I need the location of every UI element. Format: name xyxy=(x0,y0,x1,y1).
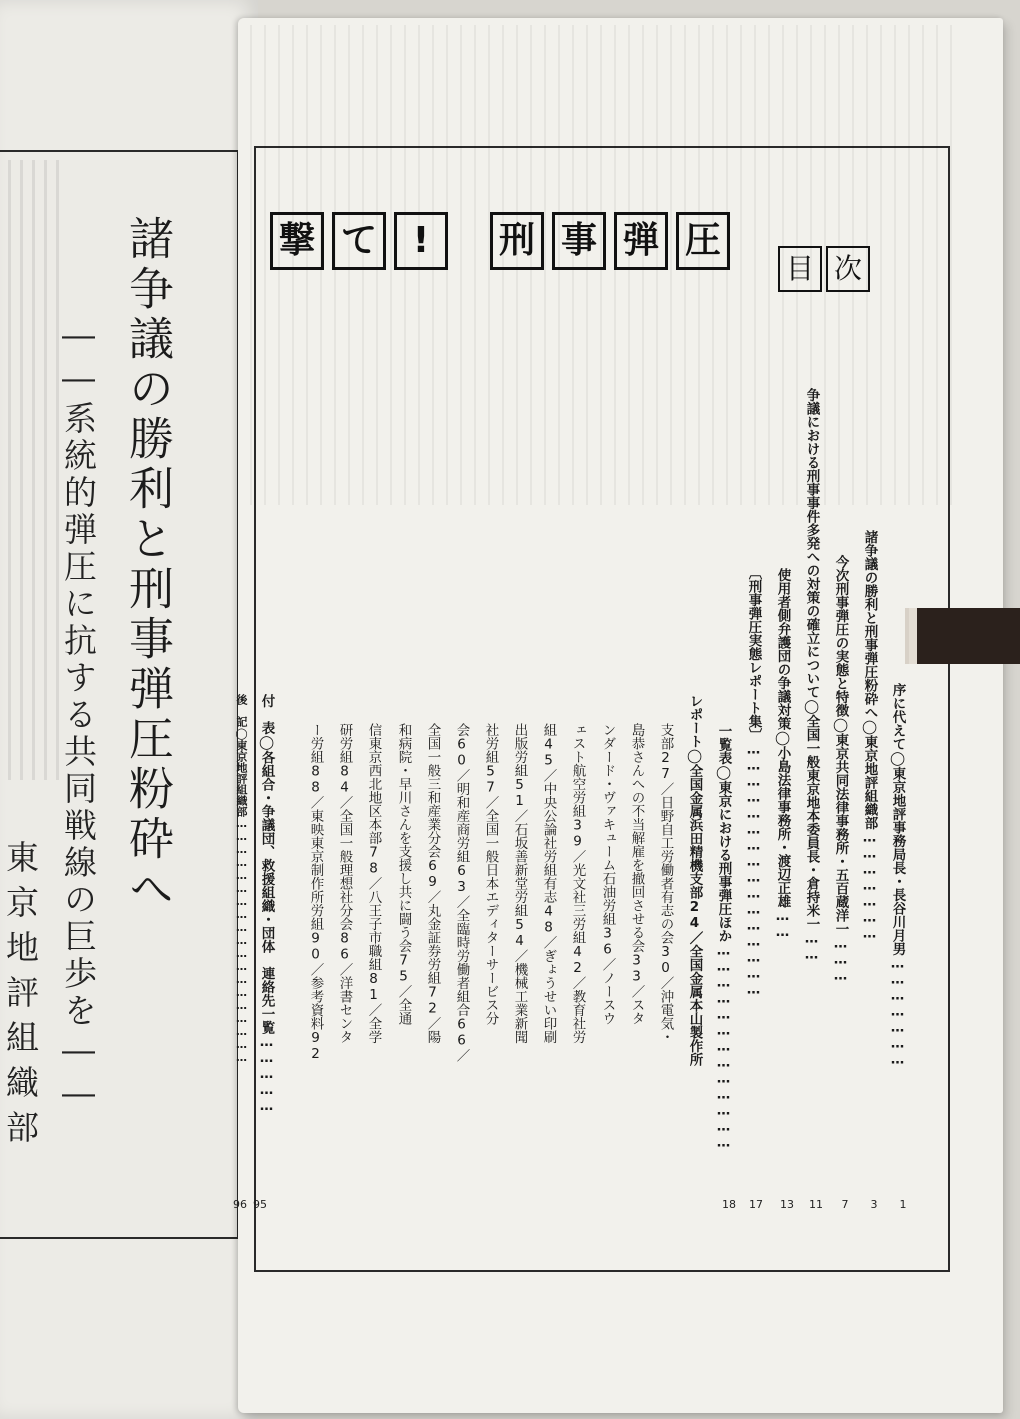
page-number: 17 xyxy=(749,1198,763,1211)
heading-box-6: 弾 xyxy=(614,212,668,270)
toc-entry: 社労組57／全国一般日本エディターサービス分 xyxy=(482,723,499,1025)
toc-entry: ー労組88／東映東京制作所労組90／参考資料92 xyxy=(307,723,324,1062)
toc-entry: レポート◯全国金属浜田精機支部24／全国金属本山製作所 xyxy=(686,694,703,1066)
mokuji-box-2: 次 xyxy=(826,246,870,292)
page-number: 3 xyxy=(870,1198,878,1211)
heading-box-2: て xyxy=(332,212,386,270)
book-title: 諸争議の勝利と刑事弾圧粉砕へ xyxy=(121,215,174,915)
toc-entry: 和病院・早川さんを支援し共に闘う会75／全通 xyxy=(395,723,412,1025)
toc-entry: 研労組84／全国一般理想社分会86／洋書センタ xyxy=(336,723,353,1044)
toc-entry: 全国一般三和産業分会69／丸金証券労組72／陽 xyxy=(424,723,441,1044)
toc-entry: 付 表◯各組合・争議団、救援組織・団体 連絡先一覧…………… xyxy=(258,694,275,1114)
toc-entry: 組45／中央公論社労組有志48／ぎょうせい印刷 xyxy=(540,723,557,1044)
toc-entry: 一覧表◯東京における刑事弾圧ほか………………………………… xyxy=(715,724,732,1151)
toc-entry: ンダード・ヴァキューム石油労組36／ノースウ xyxy=(599,723,616,1025)
toc-entry: 会60／明和産商労組63／全臨時労働者組合66／ xyxy=(453,723,470,1062)
heading-box-3: ! xyxy=(394,212,448,270)
toc-entry: 〔刑事弾圧実態レポート集〕………………………………………… xyxy=(745,566,762,998)
toc-entry: 序に代えて◯東京地評事務局長・長谷川月男………………… xyxy=(889,683,906,1068)
page-number: 96 xyxy=(233,1198,247,1211)
toc-entry: 信東京西北地区本部78／八王子市職組81／全学 xyxy=(365,723,382,1044)
heading-box-7: 圧 xyxy=(676,212,730,270)
toc-entry: 出版労組51／石坂善新堂労組54／機械工業新聞 xyxy=(511,723,528,1044)
bookmark-ribbon xyxy=(905,608,1020,664)
heading-box-5: 事 xyxy=(552,212,606,270)
page-number: 1 xyxy=(899,1198,907,1211)
toc-entry: 争議における刑事事件多発への対策の確立について◯全国一般東京地本委員長・倉持米一…… xyxy=(803,388,820,963)
heading-box-4: 刑 xyxy=(490,212,544,270)
page-number: 95 xyxy=(253,1198,267,1211)
toc-entry: 支部27／日野自工労働者有志の会30／沖電気・ xyxy=(657,723,674,1044)
toc-entry: 諸争議の勝利と刑事弾圧粉砕へ◯東京地評組織部………………… xyxy=(861,530,878,942)
book-author: 東京地評組織部 xyxy=(1,840,40,1155)
page-number: 11 xyxy=(809,1198,823,1211)
toc-entry: ェスト航空労組39／光文社三労組42／教育社労 xyxy=(569,723,586,1044)
heading-box-1: 撃 xyxy=(270,212,324,270)
toc-entry: 今次刑事弾圧の実態と特徴◯東京共同法律事務所・五百蔵洋一……… xyxy=(832,555,849,984)
page-number: 7 xyxy=(841,1198,849,1211)
book-subtitle: ――系統的弾圧に抗する共同戦線の巨歩を―― xyxy=(59,315,98,1116)
left-page xyxy=(0,0,258,1419)
bookmark-edge xyxy=(909,608,917,664)
toc-entry: 後 記◯東京地評組織部………………………………………………… xyxy=(235,694,248,1064)
mokuji-box-1: 目 xyxy=(778,246,822,292)
toc-entry: 島恭さんへの不当解雇を撤回させる会33／スタ xyxy=(628,723,645,1025)
toc-entry: 使用者側弁護団の争議対策◯小島法律事務所・渡辺正雄…… xyxy=(774,568,791,940)
page-number: 18 xyxy=(722,1198,736,1211)
page-number: 13 xyxy=(780,1198,794,1211)
